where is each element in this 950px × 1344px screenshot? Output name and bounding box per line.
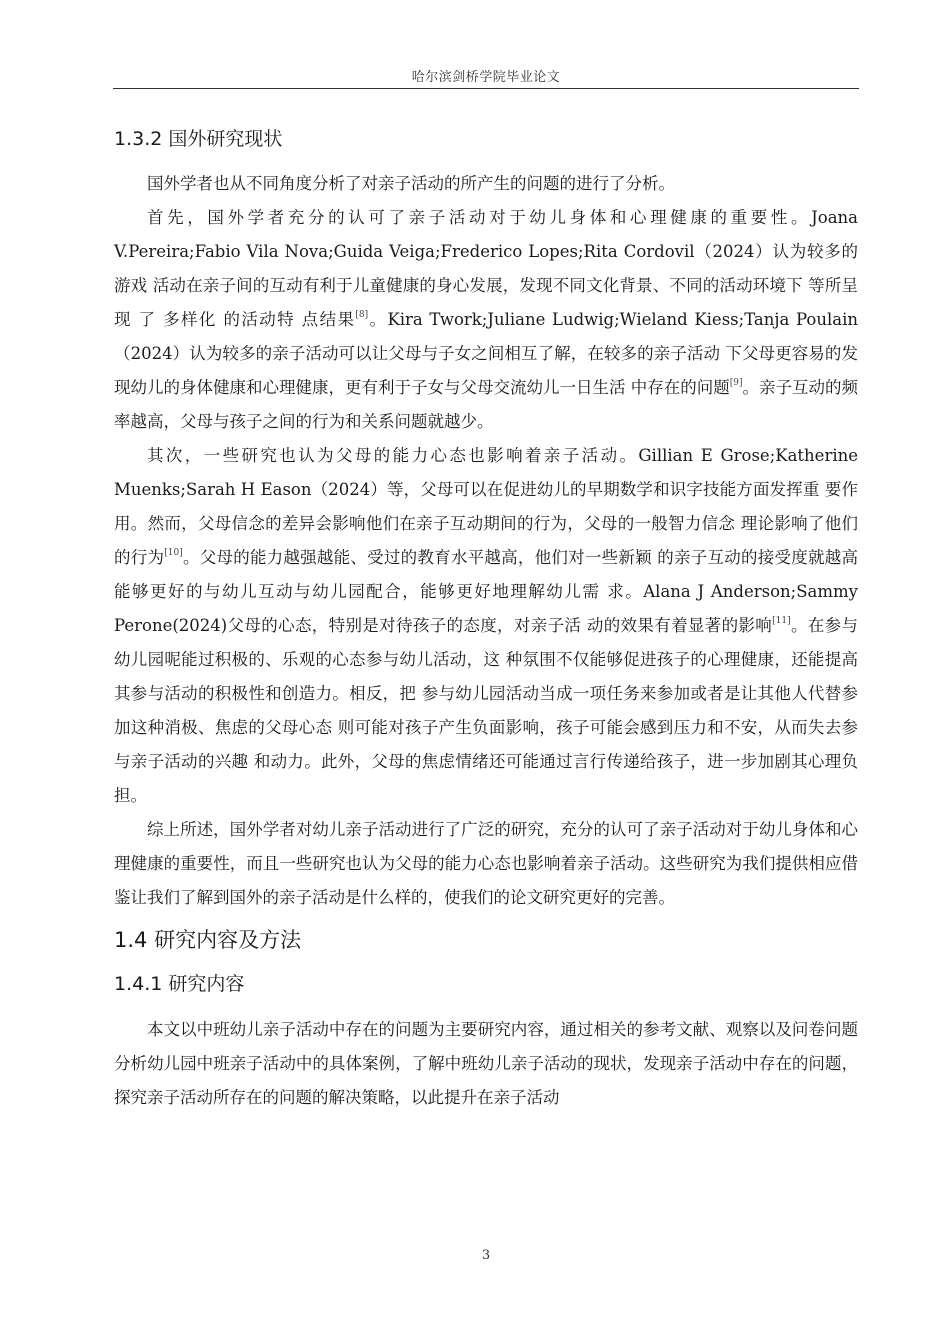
- paragraph-intro: 国外学者也从不同角度分析了对亲子活动的所产生的问题的进行了分析。: [147, 174, 675, 193]
- paragraph-text: 其次，一些研究也认为父母的能力心态也影响着亲子活动。Gillian E Grose;Katherine Muenks;Sarah H Eason（2024）等，父母可以在促进幼儿的早期数学和识字技能方面发挥重 要作用。然而，父母信念的差异会影响他们在亲子互动期间的行为，父母的一般智力信念 理论影响了他们的行为: [114, 446, 858, 567]
- paragraph-text: 。Kira Twork;Juliane Ludwig;Wieland Kiess;Tanja Poulain（2024）认为较多的亲子活动可以让父母与子女之间相互了解，在较多的亲子活动 下父母更容易的发现幼儿的身体健康和心理健康，更有利于子女与父母交流幼儿一日生活 中存在的问题: [114, 310, 858, 397]
- paragraph-text: 。在参与幼儿园呢能过积极的、乐观的心态参与幼儿活动，这 种氛围不仅能够促进孩子的心理健康，还能提高其参与活动的积极性和创造力。相反，把 参与幼儿园活动当成一项任务来参加或者是让其他人代替参加这种消极、焦虑的父母心态 则可能对孩子产生负面影响，孩子可能会感到压力和不安，从而失去参与亲子活动的兴趣 和动力。此外，父母的焦虑情绪还可能通过言行传递给孩子，进一步加剧其心理负担。: [114, 616, 858, 805]
- section-heading-1-4: 1.4 研究内容及方法: [114, 928, 302, 952]
- citation-ref: [8]: [355, 310, 369, 320]
- paragraph-second: [114, 439, 858, 813]
- citation-ref: [11]: [772, 616, 791, 626]
- page-body: [114, 118, 858, 1115]
- section-heading-1-4-1: 1.4.1 研究内容: [114, 973, 245, 995]
- paragraph-research-content: 本文以中班幼儿亲子活动中存在的问题为主要研究内容，通过相关的参考文献、观察以及问卷问题分析幼儿园中班亲子活动中的具体案例，了解中班幼儿亲子活动的现状，发现亲子活动中存在的问题，探究亲子活动所存在的问题的解决策略，以此提升在亲子活动: [114, 1020, 858, 1107]
- paragraph-first: [114, 201, 858, 439]
- section-heading-1-3-2: 1.3.2 国外研究现状: [114, 128, 283, 150]
- page-number: 3: [481, 1248, 491, 1263]
- citation-ref: [10]: [164, 548, 183, 558]
- paragraph-text: 。亲子互动的频率越高，父母与孩子之间的行为和关系问题就越少。: [114, 378, 858, 431]
- page-header: 哈尔滨剑桥学院毕业论文: [411, 70, 561, 85]
- paragraph-text: 。父母的能力越强越能、受过的教育水平越高，他们对一些新颖 的亲子互动的接受度就越高能够更好的与幼儿互动与幼儿园配合，能够更好地理解幼儿需 求。Alana J Anderson;Sammy Perone(2024)父母的心态，特别是对待孩子的态度，对亲子活 动的效果有着显著的影响: [114, 548, 858, 635]
- paragraph-summary: 综上所述，国外学者对幼儿亲子活动进行了广泛的研究，充分的认可了亲子活动对于幼儿身体和心理健康的重要性，而且一些研究也认为父母的能力心态也影响着亲子活动。这些研究为我们提供相应借鉴让我们了解到国外的亲子活动是什么样的，使我们的论文研究更好的完善。: [114, 820, 858, 907]
- header-divider: [113, 88, 859, 89]
- paragraph-text: 首先，国外学者充分的认可了亲子活动对于幼儿身体和心理健康的重要性。Joana V.Pereira;Fabio Vila Nova;Guida Veiga;Frederico Lopes;Rita Cordovil（2024）认为较多的游戏 活动在亲子间的互动有利于儿童健康的身心发展，发现不同文化背景、不同的活动环境下 等所呈现 了 多样化 的活动特 点结果: [114, 208, 858, 329]
- citation-ref: [9]: [729, 378, 743, 388]
